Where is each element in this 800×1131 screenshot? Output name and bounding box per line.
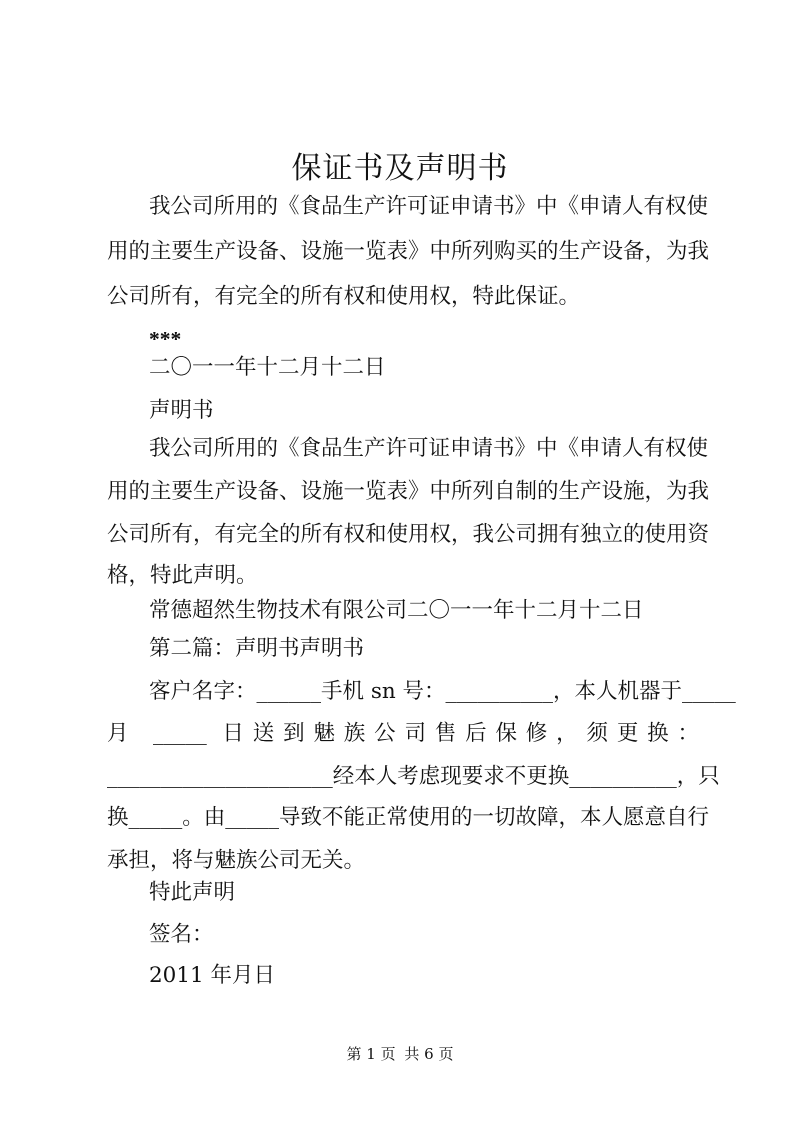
paragraph-line: 用的主要生产设备、设施一览表》中所列自制的生产设施，为我 [107, 479, 710, 504]
section-heading: 第二篇：声明书声明书 [149, 636, 365, 661]
paragraph-line: 我公司所用的《食品生产许可证申请书》中《申请人有权使 [149, 194, 709, 219]
signature-label: 签名： [149, 922, 214, 947]
company-signature: 常德超然生物技术有限公司二〇一一年十二月十二日 [149, 598, 644, 623]
date-line: 二〇一一年十二月十二日 [149, 355, 386, 380]
signature-placeholder: *** [149, 327, 182, 351]
form-line: 客户名字：______手机 sn 号：__________，本人机器于_____ [149, 679, 736, 704]
paragraph-line: 公司所有，有完全的所有权和使用权，特此保证。 [107, 284, 581, 309]
page-footer [0, 1043, 800, 1064]
document-title: 保证书及声明书 [291, 151, 509, 186]
form-line: 承担，将与魅族公司无关。 [107, 848, 366, 873]
paragraph-line: 公司所有，有完全的所有权和使用权，我公司拥有独立的使用资 [107, 522, 710, 547]
date-line: 2011 年月日 [149, 963, 276, 988]
section-heading: 声明书 [149, 398, 214, 423]
page-total: 共 6 页 [404, 1045, 454, 1063]
paragraph-line: 我公司所用的《食品生产许可证申请书》中《申请人有权使 [149, 436, 709, 461]
paragraph-line: 格，特此声明。 [107, 563, 258, 588]
form-line: 月 _____ 日送到魅族公司售后保修，须更换： [107, 721, 699, 746]
form-line: _____________________经本人考虑现要求不更换__________，只 [107, 764, 720, 789]
paragraph-line: 用的主要生产设备、设施一览表》中所列购买的生产设备，为我 [107, 239, 710, 264]
form-line: 换_____。由_____导致不能正常使用的一切故障，本人愿意自行 [107, 805, 710, 830]
closing-text: 特此声明 [149, 880, 236, 905]
page-number: 第 1 页 [346, 1045, 396, 1063]
